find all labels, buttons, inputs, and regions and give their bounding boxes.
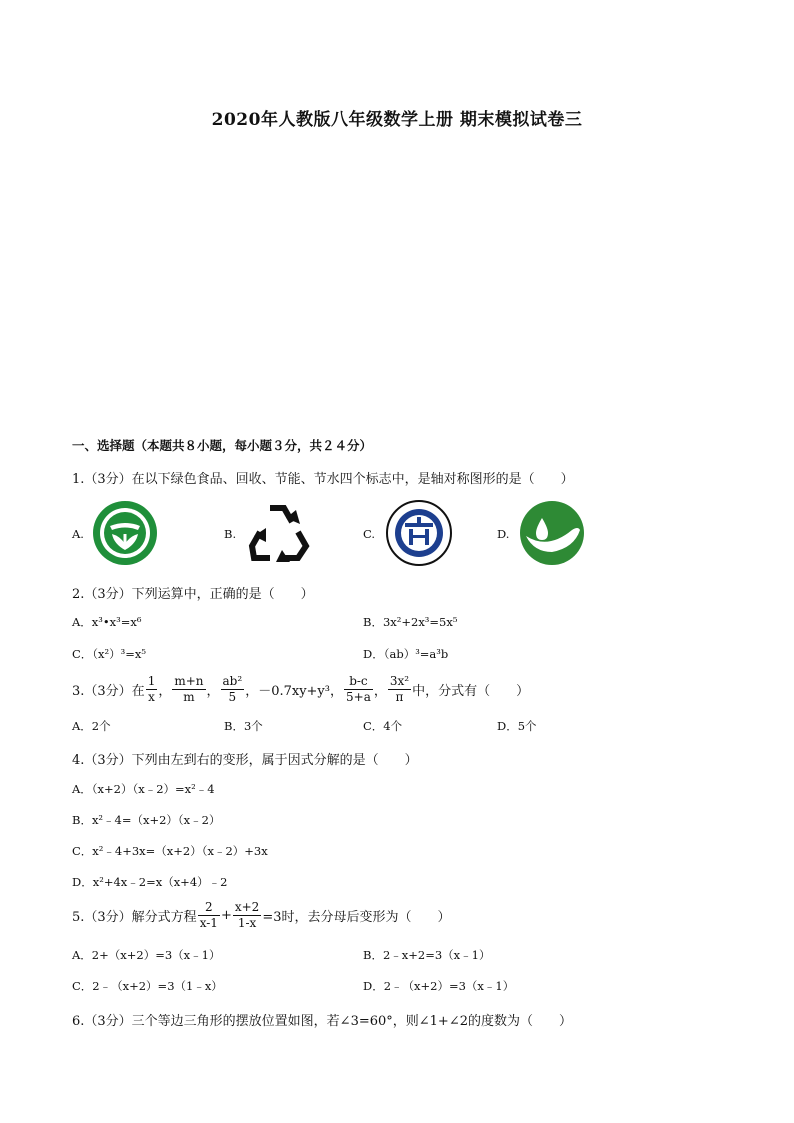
q5-fraction-2: $\frac{x+2}{1-x}$ — [234, 900, 260, 930]
q4-option-c: C．x²﹣4+3x=（x+2）（x﹣2）+3x — [72, 844, 268, 858]
q3-fraction-3: $\frac{\text{ab²}}{5}$ — [222, 674, 243, 704]
q5-option-a: A．2+（x+2）=3（x﹣1） — [72, 948, 221, 962]
page-title: 2020年人教版八年级数学上册 期末模拟试卷三 — [211, 110, 583, 130]
q1-option-d-label: D. — [497, 527, 510, 541]
q5-option-b: B．2﹣x+2=3（x﹣1） — [363, 948, 491, 962]
energy-saving-logo-icon — [385, 499, 453, 571]
q3-option-b: B．3个 — [224, 719, 263, 733]
q5-suffix: =3时，去分母后变形为（ ） — [262, 910, 451, 925]
q5-fraction-1: $\frac{2}{x-1}$ — [199, 900, 218, 930]
q4-option-a: A．（x+2）（x﹣2）=x²﹣4 — [72, 782, 215, 796]
q2-option-d: D．（ab）³=a³b — [363, 647, 449, 661]
water-saving-logo-icon — [518, 500, 586, 570]
question-4-stem: 4.（3分）下列由左到右的变形，属于因式分解的是（ ） — [72, 753, 418, 768]
q2-option-a: A．x³•x³=x⁶ — [72, 615, 142, 629]
section-heading: 一、选择题（本题共８小题，每小题３分，共２４分） — [72, 438, 373, 453]
question-3-stem: 3.（3分）在 $\frac{1}{x}$ ， $\frac{m+n}{m}$ ， $\frac{\text{ab²}}{5}$ ，－0.7xy+y³， $\frac{b-c}{5+a}$ ， $\frac{\text{3x²}}{\pi}$ 中，分式有（ ） — [72, 674, 530, 704]
question-1-stem: 1.（3分）在以下绿色食品、回收、节能、节水四个标志中，是轴对称图形的是（ ） — [72, 472, 574, 487]
green-food-logo-icon — [92, 500, 158, 570]
recycle-logo-icon — [246, 500, 312, 568]
q5-option-c: C．2﹣（x+2）=3（1﹣x） — [72, 979, 223, 993]
q2-option-c: C．（x²）³=x⁵ — [72, 647, 146, 661]
q2-option-b: B．3x²+2x³=5x⁵ — [363, 615, 458, 629]
q4-option-b: B．x²﹣4=（x+2）（x﹣2） — [72, 813, 221, 827]
q3-fraction-1: $\frac{1}{x}$ — [147, 674, 156, 704]
q5-prefix: 5.（3分）解分式方程 — [72, 910, 197, 925]
q3-fraction-4: $\frac{b-c}{5+a}$ — [346, 674, 371, 704]
q3-fraction-2: $\frac{m+n}{m}$ — [174, 674, 204, 704]
q3-option-d: D．5个 — [497, 719, 537, 733]
question-6-stem: 6.（3分）三个等边三角形的摆放位置如图，若∠3=60°，则∠1+∠2的度数为（ ） — [72, 1014, 572, 1029]
q3-option-c: C．4个 — [363, 719, 403, 733]
q4-option-d: D．x²+4x﹣2=x（x+4）﹣2 — [72, 875, 228, 889]
q1-option-b-label: B. — [224, 527, 237, 541]
q1-option-c-label: C. — [363, 527, 376, 541]
q5-plus: + — [220, 908, 232, 923]
question-2-stem: 2.（3分）下列运算中，正确的是（ ） — [72, 587, 314, 602]
q3-suffix: 中，分式有（ ） — [412, 684, 530, 699]
q3-middle: ，－0.7xy+y³， — [245, 684, 343, 699]
q3-fraction-5: $\frac{\text{3x²}}{\pi}$ — [389, 674, 410, 704]
q5-option-d: D．2﹣（x+2）=3（x﹣1） — [363, 979, 515, 993]
q3-option-a: A．2个 — [72, 719, 111, 733]
q3-prefix: 3.（3分）在 — [72, 684, 145, 699]
question-5-stem — [72, 900, 450, 931]
q1-option-a-label: A. — [72, 527, 84, 541]
